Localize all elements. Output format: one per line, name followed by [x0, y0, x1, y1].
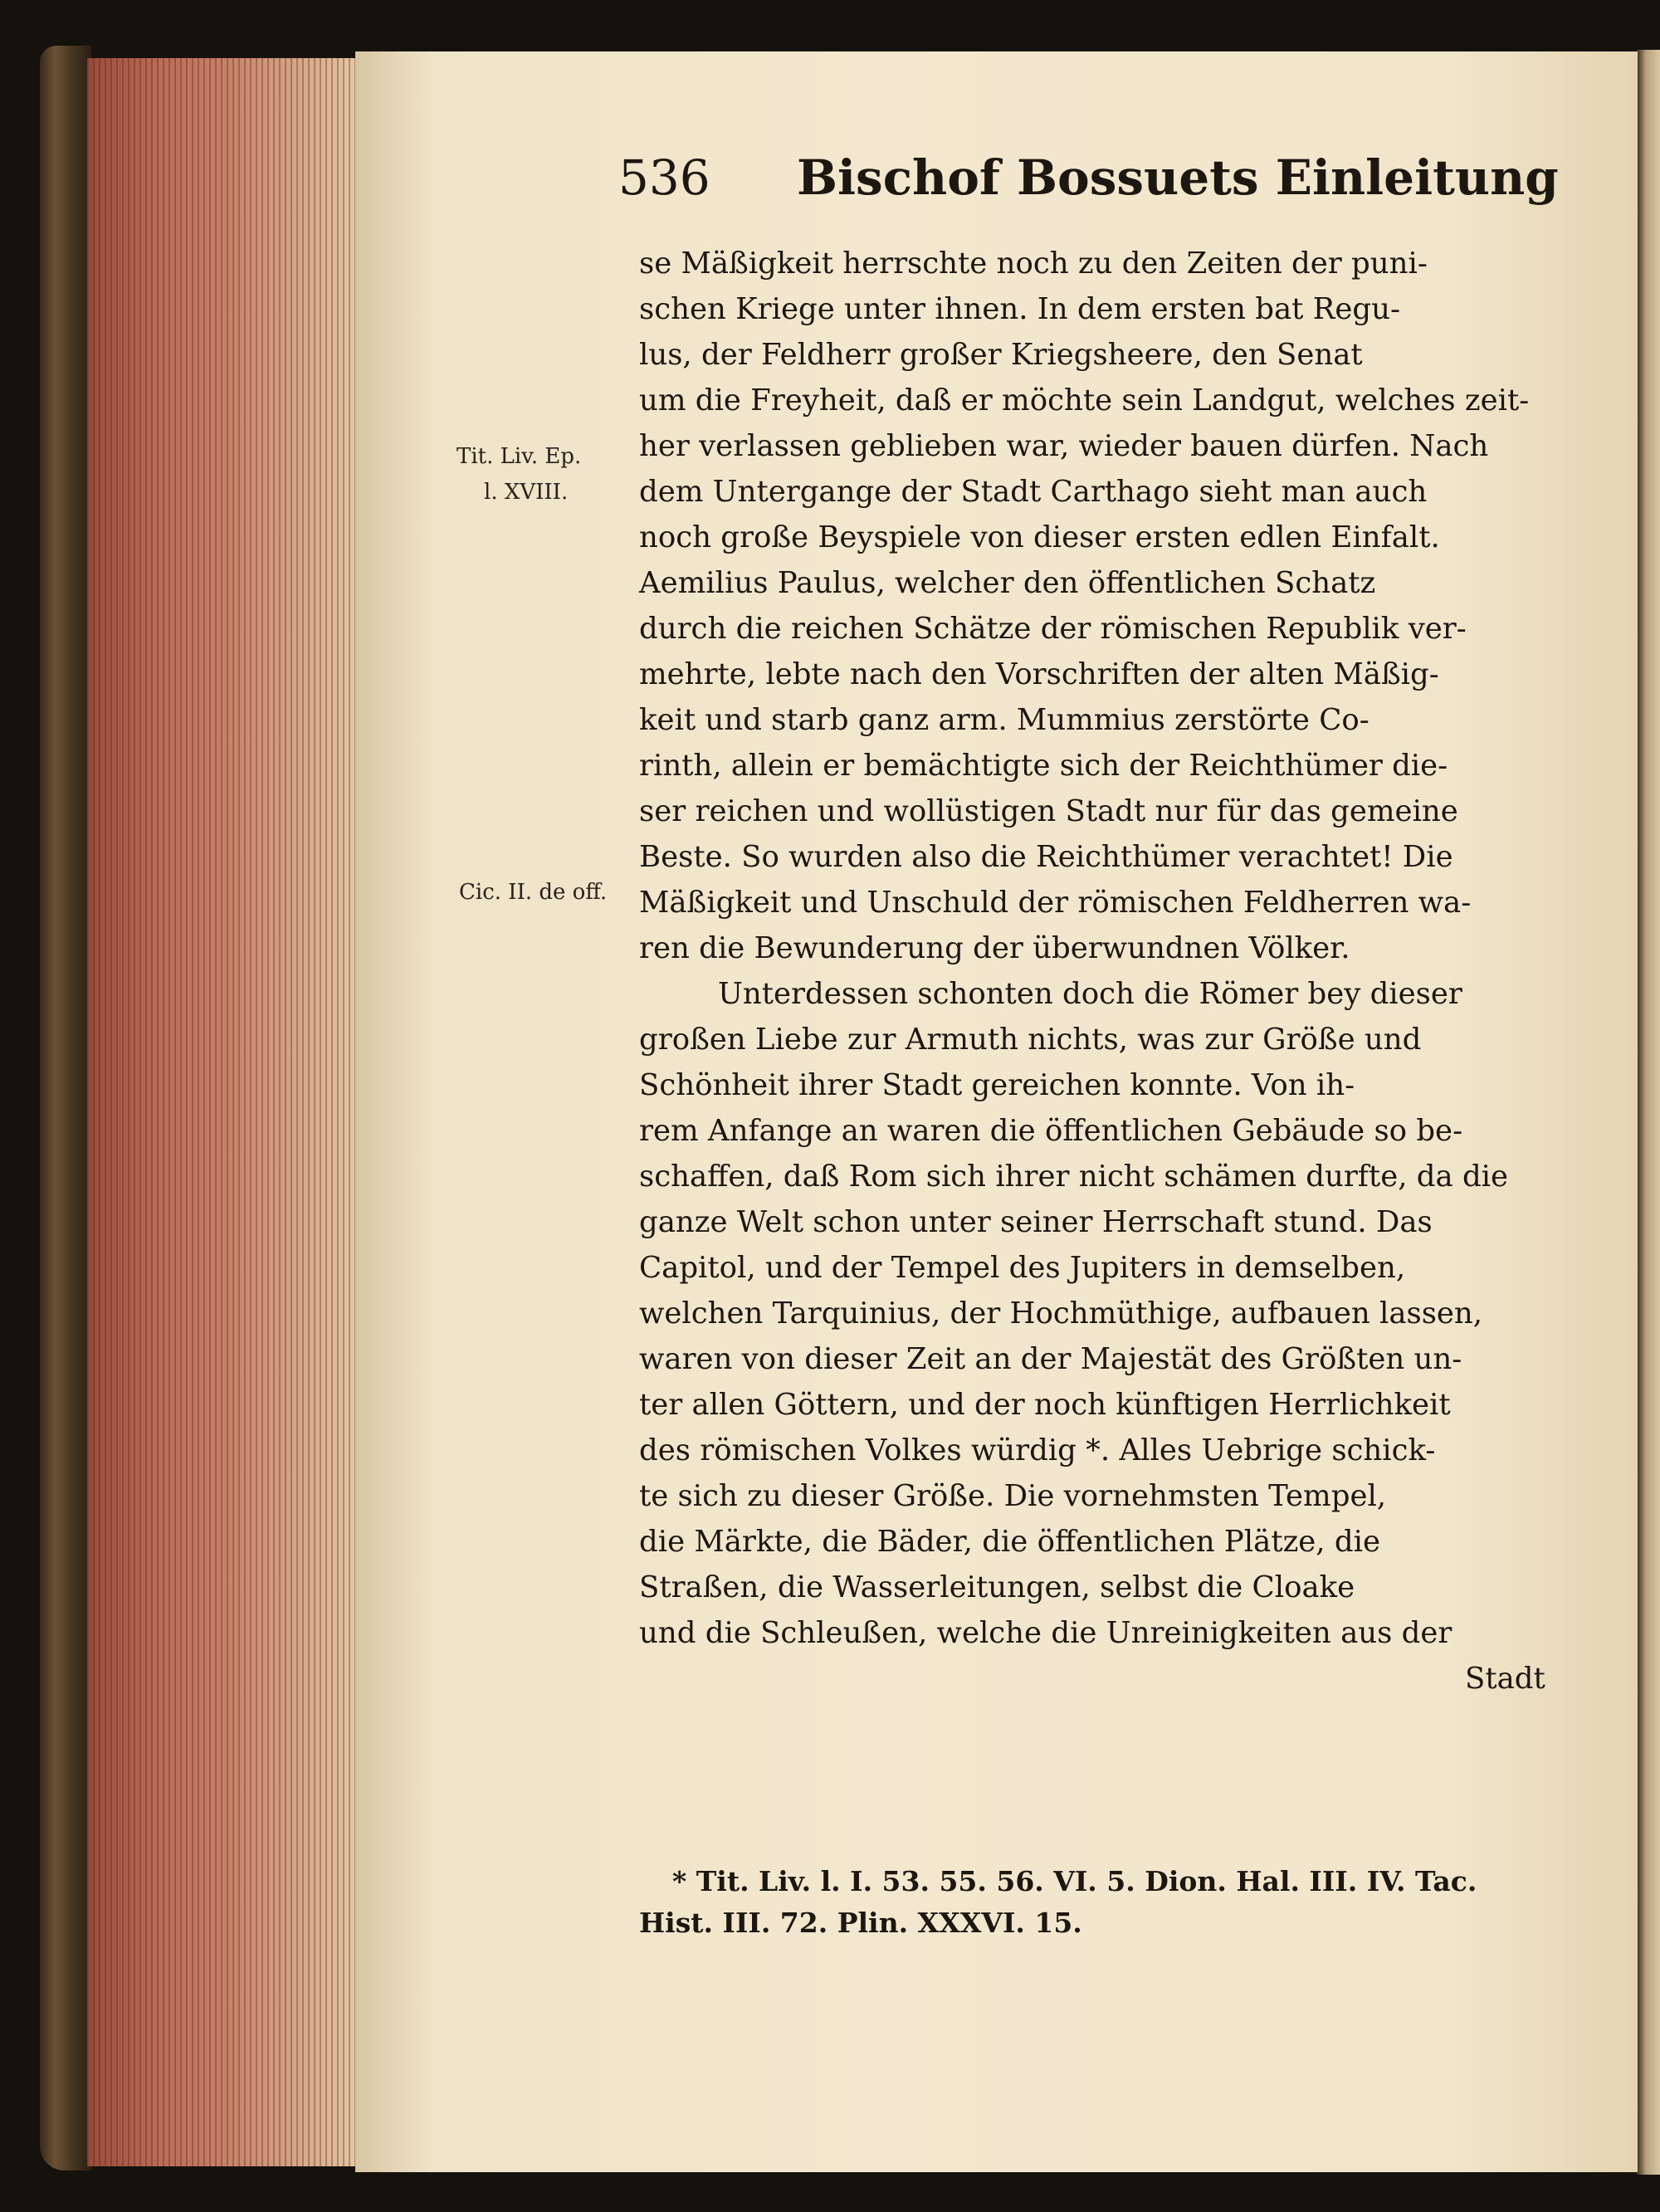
margin-note-livy: Tit. Liv. Ep.: [456, 444, 582, 469]
text-line: rinth, allein er bemächtigte sich der Reichthümer die-: [639, 749, 1448, 783]
footnote-line-2: Hist. III. 72. Plin. XXXVI. 15.: [639, 1907, 1082, 1939]
right-page-edge: [1637, 50, 1660, 2175]
text-line: dem Untergange der Stadt Carthago sieht man auch: [639, 475, 1428, 509]
text-line: waren von dieser Zeit an der Majestät des Größten un-: [639, 1342, 1462, 1376]
text-line: und die Schleußen, welche die Unreinigkeiten aus der: [639, 1616, 1452, 1650]
text-line: durch die reichen Schätze der römischen Republik ver-: [639, 612, 1467, 646]
text-line: ter allen Göttern, und der noch künftigen Herrlichkeit: [639, 1388, 1451, 1422]
text-line: keit und starb ganz arm. Mummius zerstörte Co-: [639, 703, 1370, 737]
text-line: des römischen Volkes würdig *. Alles Uebrige schick-: [639, 1433, 1436, 1467]
text-line: welchen Tarquinius, der Hochmüthige, aufbauen lassen,: [639, 1296, 1483, 1331]
text-line: Capitol, und der Tempel des Jupiters in demselben,: [639, 1251, 1406, 1285]
text-line-paragraph-start: Unterdessen schonten doch die Römer bey dieser: [718, 977, 1462, 1011]
text-line: ren die Bewunderung der überwundnen Völker.: [639, 931, 1350, 965]
text-line: Aemilius Paulus, welcher den öffentlichen Schatz: [639, 566, 1376, 600]
page-edges: [87, 58, 357, 2166]
text-line: die Märkte, die Bäder, die öffentlichen Plätze, die: [639, 1525, 1380, 1559]
text-line: noch große Beyspiele von dieser ersten edlen Einfalt.: [639, 520, 1440, 554]
text-line: Straßen, die Wasserleitungen, selbst die Cloake: [639, 1570, 1355, 1604]
text-line: her verlassen geblieben war, wieder bauen dürfen. Nach: [639, 429, 1489, 463]
book-cover-spine: [40, 46, 91, 2170]
catchword: Stadt: [1465, 1662, 1545, 1696]
text-line: um die Freyheit, daß er möchte sein Landgut, welches zeit-: [639, 383, 1530, 417]
text-line: Beste. So wurden also die Reichthümer verachtet! Die: [639, 840, 1453, 874]
text-line: te sich zu dieser Größe. Die vornehmsten Tempel,: [639, 1479, 1387, 1513]
margin-note-livy-book: l. XVIII.: [484, 480, 569, 505]
page-header: [618, 149, 1565, 216]
footnote-line-1: * Tit. Liv. l. I. 53. 55. 56. VI. 5. Dion. Hal. III. IV. Tac.: [672, 1865, 1477, 1897]
text-line: schen Kriege unter ihnen. In dem ersten bat Regu-: [639, 292, 1401, 326]
page-number: 536: [618, 149, 710, 206]
running-title: Bischof Bossuets Einleitung: [797, 149, 1559, 206]
text-line: ser reichen und wollüstigen Stadt nur für das gemeine: [639, 794, 1458, 828]
text-line: se Mäßigkeit herrschte noch zu den Zeiten der puni-: [639, 247, 1428, 281]
text-line: lus, der Feldherr großer Kriegsheere, den Senat: [639, 338, 1363, 372]
margin-note-cicero: Cic. II. de off.: [459, 880, 608, 905]
text-line: großen Liebe zur Armuth nichts, was zur Größe und: [639, 1023, 1422, 1057]
text-line: schaffen, daß Rom sich ihrer nicht schämen durfte, da die: [639, 1160, 1509, 1194]
text-line: mehrte, lebte nach den Vorschriften der alten Mäßig-: [639, 657, 1439, 691]
text-line: ganze Welt schon unter seiner Herrschaft stund. Das: [639, 1205, 1433, 1239]
text-line: rem Anfange an waren die öffentlichen Gebäude so be-: [639, 1114, 1463, 1148]
text-line: Mäßigkeit und Unschuld der römischen Feldherren wa-: [639, 886, 1472, 920]
text-line: Schönheit ihrer Stadt gereichen konnte. Von ih-: [639, 1068, 1355, 1102]
